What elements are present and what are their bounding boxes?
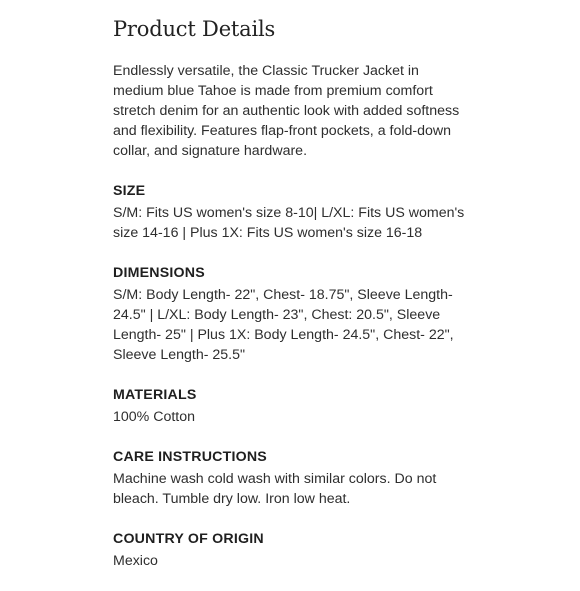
materials-heading: MATERIALS [113, 387, 197, 403]
materials-text: 100% Cotton [113, 409, 196, 425]
care-instructions-heading: CARE INSTRUCTIONS [113, 449, 267, 465]
country-of-origin-text: Mexico [113, 553, 158, 569]
product-description: Endlessly versatile, the Classic Trucker Jacket in medium blue Tahoe is made from premium comfort stretch denim for an authentic look with added softness and flexibility. Features flap-front pockets, a fold-down collar, and signature hardware. [113, 63, 460, 159]
dimensions-heading: DIMENSIONS [113, 265, 205, 281]
size-text: S/M: Fits US women's size 8-10| L/XL: Fits US women's size 14-16 | Plus 1X: Fits US women's size 16-18 [113, 205, 465, 241]
country-of-origin-section [113, 529, 473, 571]
dimensions-section [113, 263, 473, 365]
page-title: Product Details [113, 17, 276, 41]
care-instructions-text: Machine wash cold wash with similar colors. Do not bleach. Tumble dry low. Iron low heat. [113, 471, 437, 507]
dimensions-text: S/M: Body Length- 22", Chest- 18.75", Sleeve Length- 24.5" | L/XL: Body Length- 23", Chest: 20.5", Sleeve Length- 25" | Plus 1X: Body Length- 24.5", Chest- 22", Sleeve Length- 25.5" [113, 287, 454, 363]
materials-section [113, 385, 473, 427]
size-section [113, 181, 473, 243]
country-of-origin-heading: COUNTRY OF ORIGIN [113, 531, 264, 547]
size-heading: SIZE [113, 183, 146, 199]
product-details-panel [113, 14, 473, 591]
care-instructions-section [113, 447, 473, 509]
